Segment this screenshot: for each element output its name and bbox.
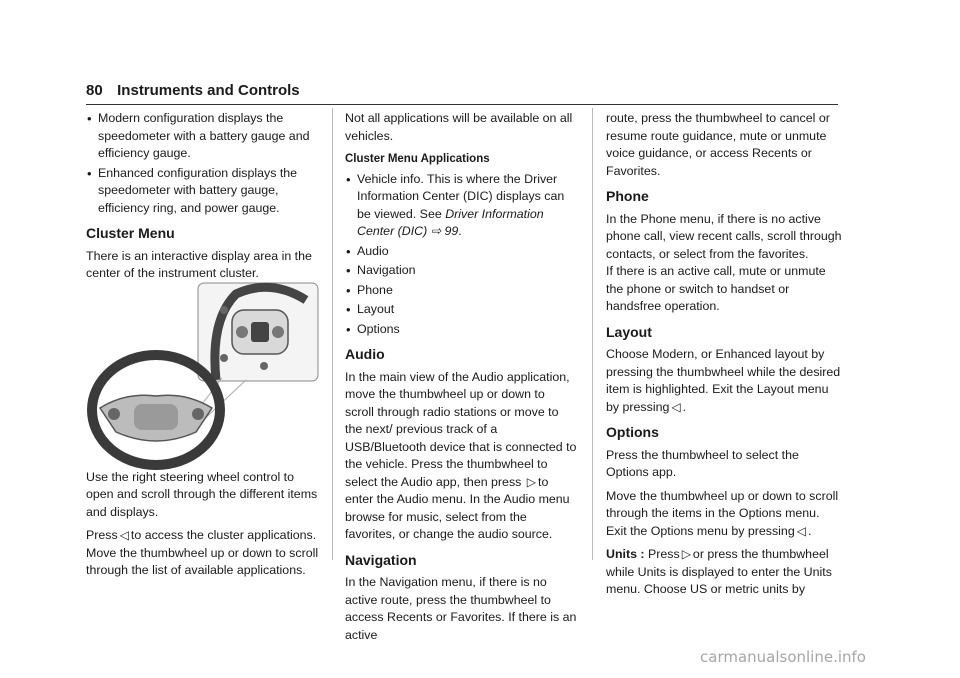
column-2: [345, 110, 577, 650]
steering-control-text: Use the right steering wheel control to open and scroll through the different items and displays.: [86, 469, 318, 519]
column-3: [606, 110, 842, 605]
right-arrow-button-icon: [272, 326, 284, 338]
layout-text: [606, 346, 842, 416]
voice-button-icon: [220, 306, 228, 314]
scroll-instruction: Move the thumbwheel up or down to scroll through the list of available applications.: [86, 545, 319, 577]
navigation-continued: route, press the thumbwheel to cancel or resume route guidance, mute or unmute voice guidance, or access Recents or Favorites.: [606, 111, 830, 178]
watermark: carmanualsonline.info: [700, 648, 866, 666]
press-text: to access the cluster applications.: [130, 528, 317, 542]
forward-symbol-icon: ▷: [681, 547, 691, 561]
cluster-menu-heading: Cluster Menu: [86, 225, 175, 241]
options-text: Press the thumbwheel to select the Options app.: [606, 447, 799, 479]
navigation-heading: Navigation: [345, 551, 417, 568]
section-title: Instruments and Controls: [117, 82, 300, 99]
period: .: [682, 399, 687, 414]
config-list: [86, 110, 322, 217]
left-controls-icon: [108, 408, 120, 420]
apps-heading: Cluster Menu Applications: [345, 153, 490, 165]
dic-reference: Driver Information Center (DIC): [357, 206, 544, 238]
volume-button-icon: [260, 362, 268, 370]
units-label: Units :: [606, 547, 645, 561]
navigation-text: In the Navigation menu, if there is no active route, press the thumbwheel to access Recents or Favorites. If there is an active: [345, 575, 577, 642]
availability-note: Not all applications will be available on all vehicles.: [345, 111, 573, 143]
list-item: • Options: [345, 321, 577, 339]
list-item: • Navigation: [345, 262, 577, 280]
phone-heading: Phone: [606, 188, 649, 204]
audio-text: [345, 369, 577, 544]
period: .: [807, 523, 812, 538]
airbag-pad-icon: [134, 404, 178, 430]
press-label: Press: [86, 528, 118, 542]
left-arrow-button-icon: [236, 326, 248, 338]
units-text: [606, 546, 842, 599]
units-text-part: or press the thumbwheel while Units is displayed to enter the Units menu. Choose US or metric units by: [606, 547, 832, 596]
list-item: • Layout: [345, 301, 577, 319]
forward-symbol-icon: ▷: [526, 474, 537, 489]
back-symbol-icon: ◁: [671, 399, 681, 414]
cluster-intro: There is an interactive display area in the center of the instrument cluster.: [86, 248, 312, 280]
column-divider: [332, 108, 333, 560]
layout-text-part: Choose Modern, or Enhanced layout by pressing the thumbwheel while the desired item is highlighted. Exit the Layout menu by pressing: [606, 347, 841, 414]
list-item: • Audio: [345, 243, 577, 261]
phone-button-icon: [220, 354, 228, 362]
steering-wheel-figure: [86, 280, 322, 475]
page-reference: ⇨ 99: [430, 224, 459, 238]
right-controls-icon: [192, 408, 204, 420]
options-heading: Options: [606, 424, 659, 440]
back-symbol-icon: ◁: [796, 523, 806, 538]
layout-heading: Layout: [606, 323, 652, 340]
list-item: [345, 171, 577, 241]
period: .: [458, 224, 462, 238]
vehicle-info-text: Vehicle info. This is where the Driver Information Center (DIC) displays can be viewed. See: [357, 171, 565, 221]
options-text-part: Move the thumbwheel up or down to scroll through the items in the Options menu. Exit the Options menu by pressing: [606, 488, 839, 538]
list-item: • Phone: [345, 282, 577, 300]
list-item: • Modern configuration displays the speedometer with a battery gauge and efficiency gauge.: [86, 110, 322, 163]
back-symbol-icon: ◁: [119, 528, 129, 542]
apps-list: [345, 171, 577, 339]
list-item: • Enhanced configuration displays the speedometer with battery gauge, efficiency ring, and power gauge.: [86, 165, 322, 218]
units-press: Press: [648, 547, 680, 561]
options-exit-text: [606, 488, 842, 541]
page-number: 80: [86, 82, 103, 99]
phone-text: If there is an active call, mute or unmute the phone or switch to handset or handsfree operation.: [606, 264, 826, 313]
audio-heading: Audio: [345, 346, 385, 362]
thumbwheel-icon: [251, 322, 269, 342]
audio-text-part: In the main view of the Audio application, move the thumbwheel up or down to scroll through radio stations or move to the next/ previous track of a USB/Bluetooth device that is connected to the vehicle. Press the thumbwheel to select the Audio app, then press: [345, 369, 577, 489]
phone-text: In the Phone menu, if there is no active phone call, view recent calls, scroll through contacts, or select from the favorites.: [606, 211, 842, 261]
press-instruction: [86, 527, 322, 580]
audio-text-part: to enter the Audio menu. In the Audio menu browse for music, select from the favorites, or change the audio source.: [345, 474, 570, 541]
column-divider: [592, 108, 593, 560]
page-header: [86, 82, 838, 105]
